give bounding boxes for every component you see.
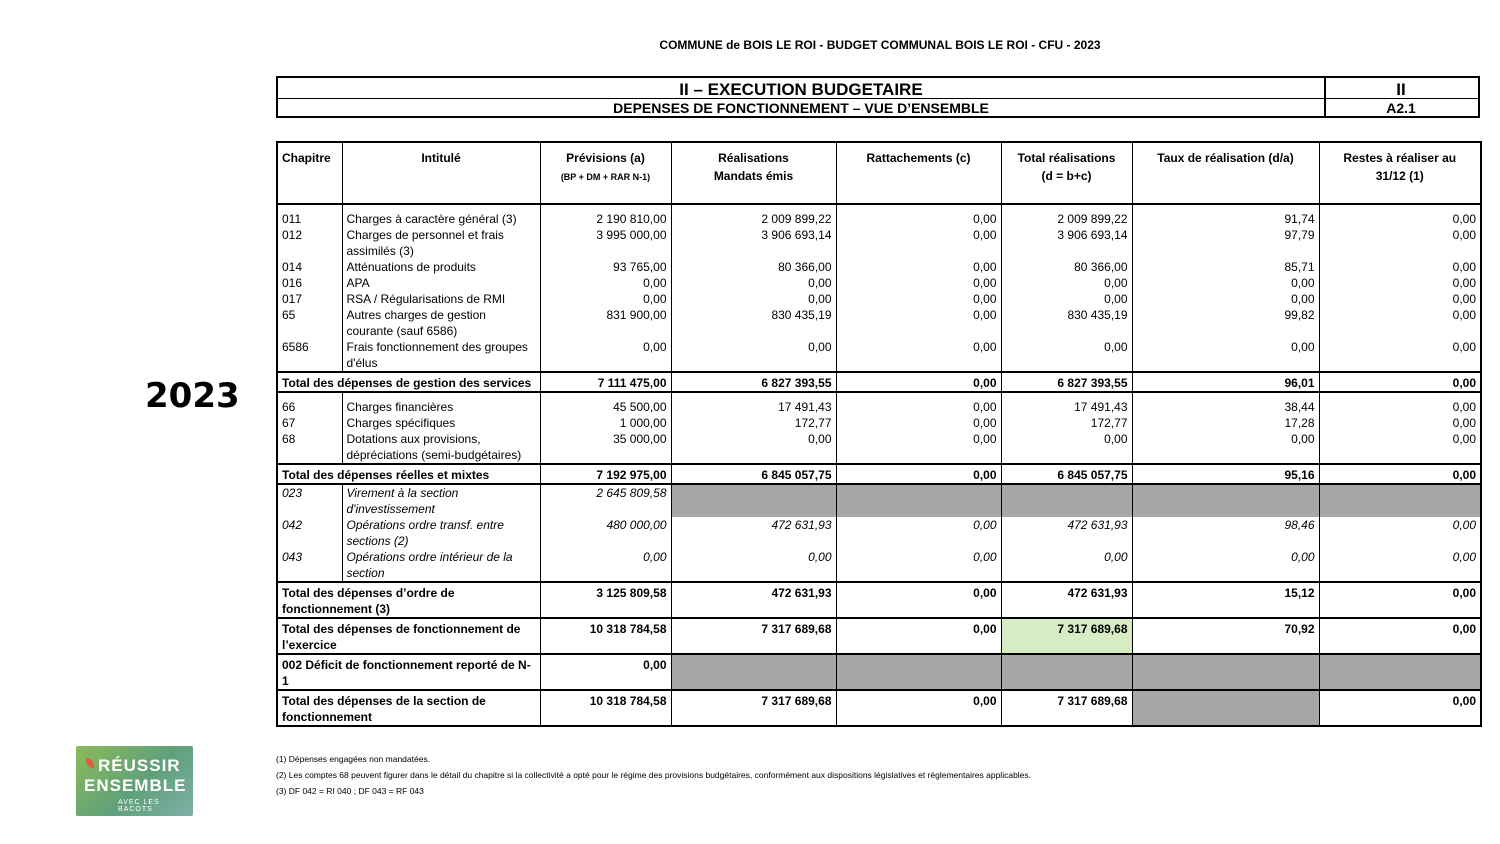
total-row [277, 464, 1481, 484]
label-cell: Charges de personnel et frais assimilés (3) [342, 227, 540, 259]
previsions-cell: 2 190 810,00 [540, 204, 671, 227]
restes-cell: 0,00 [1319, 392, 1481, 415]
chapter-cell: 65 [277, 307, 342, 339]
restes-cell: 0,00 [1319, 204, 1481, 227]
chapter-cell: 043 [277, 549, 342, 582]
year-label: 2023 [145, 376, 240, 416]
restes-cell: 0,00 [1319, 690, 1481, 726]
rattachements-cell: 0,00 [836, 517, 1001, 549]
table-row [277, 259, 1481, 275]
col-total: Total réalisations (d = b+c) [1001, 142, 1132, 204]
rattachements-cell: 0,00 [836, 204, 1001, 227]
col-previsions: Prévisions (a) (BP + DM + RAR N-1) [540, 142, 671, 204]
restes-cell: 0,00 [1319, 372, 1481, 392]
taux-cell: 96,01 [1132, 372, 1319, 392]
chapter-cell: 017 [277, 291, 342, 307]
rattachements-cell: 0,00 [836, 415, 1001, 431]
rattachements-cell: 0,00 [836, 582, 1001, 618]
rattachements-cell: 0,00 [836, 549, 1001, 582]
ratt-cell [836, 654, 1001, 690]
restes-cell: 0,00 [1319, 291, 1481, 307]
previsions-cell: 10 318 784,58 [540, 618, 671, 654]
restes-cell: 0,00 [1319, 339, 1481, 372]
total-cell: 172,77 [1001, 415, 1132, 431]
row-label: Total des dépenses de gestion des services [277, 372, 540, 392]
row-label: 002 Déficit de fonctionnement reporté de N-1 [277, 654, 540, 690]
taux-cell: 17,28 [1132, 415, 1319, 431]
leaf-icon [86, 758, 94, 768]
total-cell: 7 317 689,68 [1001, 618, 1132, 654]
restes-cell: 0,00 [1319, 431, 1481, 464]
rattachements-cell: 0,00 [836, 227, 1001, 259]
previsions-cell: 93 765,00 [540, 259, 671, 275]
restes-cell: 0,00 [1319, 227, 1481, 259]
taux-cell: 0,00 [1132, 275, 1319, 291]
total-cell: 0,00 [1001, 431, 1132, 464]
label-cell: Frais fonctionnement des groupes d'élus [342, 339, 540, 372]
row-label: Total des dépenses d’ordre de fonctionnement (3) [277, 582, 540, 618]
label-cell: Atténuations de produits [342, 259, 540, 275]
label-cell: APA [342, 275, 540, 291]
restes-cell: 0,00 [1319, 517, 1481, 549]
tot-cell [1001, 484, 1132, 517]
taux-cell: 97,79 [1132, 227, 1319, 259]
col-chapitre: Chapitre [277, 142, 342, 204]
table-row [277, 549, 1481, 582]
realisations-cell: 6 845 057,75 [671, 464, 836, 484]
previsions-cell: 7 111 475,00 [540, 372, 671, 392]
taux-cell [1132, 690, 1319, 726]
rattachements-cell: 0,00 [836, 618, 1001, 654]
restes-cell: 0,00 [1319, 582, 1481, 618]
label-cell: Charges spécifiques [342, 415, 540, 431]
rattachements-cell: 0,00 [836, 291, 1001, 307]
real-cell [671, 484, 836, 517]
table-row [277, 275, 1481, 291]
chapter-cell: 016 [277, 275, 342, 291]
restes-cell: 0,00 [1319, 618, 1481, 654]
label-cell: Virement à la section d'investissement [342, 484, 540, 517]
expenses-table [276, 141, 1482, 727]
taux-cell: 15,12 [1132, 582, 1319, 618]
label-cell: RSA / Régularisations de RMI [342, 291, 540, 307]
total-cell: 0,00 [1001, 275, 1132, 291]
row-label: Total des dépenses de fonctionnement de l’exercice [277, 618, 540, 654]
table-row [277, 415, 1481, 431]
section-code: II [1324, 78, 1478, 99]
chapter-cell: 011 [277, 204, 342, 227]
restes-cell: 0,00 [1319, 549, 1481, 582]
total-cell: 0,00 [1001, 291, 1132, 307]
table-row [277, 204, 1481, 227]
restes-cell: 0,00 [1319, 275, 1481, 291]
chapter-cell: 68 [277, 431, 342, 464]
chapter-cell: 67 [277, 415, 342, 431]
taux-cell: 70,92 [1132, 618, 1319, 654]
restes-cell: 0,00 [1319, 259, 1481, 275]
previsions-cell: 1 000,00 [540, 415, 671, 431]
title-box [276, 76, 1480, 118]
rattachements-cell: 0,00 [836, 275, 1001, 291]
total-cell: 472 631,93 [1001, 517, 1132, 549]
rattachements-cell: 0,00 [836, 392, 1001, 415]
total-row [277, 654, 1481, 690]
section-subtitle: DEPENSES DE FONCTIONNEMENT – VUE D’ENSEMBLE [613, 100, 989, 116]
label-cell: Charges financières [342, 392, 540, 415]
total-cell: 830 435,19 [1001, 307, 1132, 339]
total-row [277, 582, 1481, 618]
realisations-cell: 17 491,43 [671, 392, 836, 415]
table-row [277, 431, 1481, 464]
label-cell: Charges à caractère général (3) [342, 204, 540, 227]
previsions-cell: 480 000,00 [540, 517, 671, 549]
tot-cell [1001, 654, 1132, 690]
chapter-cell: 023 [277, 484, 342, 517]
table-row [277, 227, 1481, 259]
label-cell: Opérations ordre transf. entre sections (2) [342, 517, 540, 549]
col-restes: Restes à réaliser au 31/12 (1) [1319, 142, 1481, 204]
total-cell: 7 317 689,68 [1001, 690, 1132, 726]
previsions-cell: 0,00 [540, 275, 671, 291]
document-header: COMMUNE de BOIS LE ROI - BUDGET COMMUNAL BOIS LE ROI - CFU - 2023 [659, 38, 1101, 52]
taux-cell: 91,74 [1132, 204, 1319, 227]
total-row [277, 372, 1481, 392]
previsions-cell: 0,00 [540, 654, 671, 690]
total-cell: 472 631,93 [1001, 582, 1132, 618]
realisations-cell: 0,00 [671, 549, 836, 582]
restes-cell: 0,00 [1319, 307, 1481, 339]
taux-cell [1132, 654, 1319, 690]
total-cell: 6 845 057,75 [1001, 464, 1132, 484]
restes-cell: 0,00 [1319, 464, 1481, 484]
taux-cell: 95,16 [1132, 464, 1319, 484]
previsions-cell: 2 645 809,58 [540, 484, 671, 517]
realisations-cell: 2 009 899,22 [671, 204, 836, 227]
taux-cell: 0,00 [1132, 431, 1319, 464]
realisations-cell: 7 317 689,68 [671, 618, 836, 654]
realisations-cell: 472 631,93 [671, 582, 836, 618]
col-realisations: Réalisations Mandats émis [671, 142, 836, 204]
ratt-cell [836, 484, 1001, 517]
previsions-cell: 0,00 [540, 339, 671, 372]
taux-cell: 0,00 [1132, 339, 1319, 372]
col-intitule: Intitulé [342, 142, 540, 204]
taux-cell: 85,71 [1132, 259, 1319, 275]
taux-cell: 99,82 [1132, 307, 1319, 339]
col-taux: Taux de réalisation (d/a) [1132, 142, 1319, 204]
chapter-cell: 66 [277, 392, 342, 415]
total-cell: 2 009 899,22 [1001, 204, 1132, 227]
restes-cell: 0,00 [1319, 415, 1481, 431]
table-header-row [277, 142, 1481, 204]
rest-cell [1319, 484, 1481, 517]
rattachements-cell: 0,00 [836, 690, 1001, 726]
taux-cell [1132, 484, 1319, 517]
total-cell: 80 366,00 [1001, 259, 1132, 275]
chapter-cell: 6586 [277, 339, 342, 372]
table-row [277, 392, 1481, 415]
table-row [277, 484, 1481, 517]
row-label: Total des dépenses de la section de fonctionnement [277, 690, 540, 726]
table-row [277, 339, 1481, 372]
realisations-cell: 830 435,19 [671, 307, 836, 339]
label-cell: Opérations ordre intérieur de la section [342, 549, 540, 582]
total-row [277, 690, 1481, 726]
taux-cell: 38,44 [1132, 392, 1319, 415]
realisations-cell: 6 827 393,55 [671, 372, 836, 392]
total-cell: 6 827 393,55 [1001, 372, 1132, 392]
chapter-cell: 014 [277, 259, 342, 275]
section-title: II – EXECUTION BUDGETAIRE [278, 78, 1324, 99]
table-row [277, 517, 1481, 549]
taux-cell: 98,46 [1132, 517, 1319, 549]
realisations-cell: 472 631,93 [671, 517, 836, 549]
total-cell: 0,00 [1001, 549, 1132, 582]
previsions-cell: 35 000,00 [540, 431, 671, 464]
previsions-cell: 0,00 [540, 549, 671, 582]
rattachements-cell: 0,00 [836, 431, 1001, 464]
real-cell [671, 654, 836, 690]
realisations-cell: 3 906 693,14 [671, 227, 836, 259]
realisations-cell: 7 317 689,68 [671, 690, 836, 726]
footnote-1: (1) Dépenses engagées non mandatées. [276, 754, 431, 764]
previsions-cell: 3 125 809,58 [540, 582, 671, 618]
previsions-cell: 10 318 784,58 [540, 690, 671, 726]
total-row [277, 618, 1481, 654]
rest-cell [1319, 654, 1481, 690]
table-row [277, 291, 1481, 307]
previsions-cell: 7 192 975,00 [540, 464, 671, 484]
previsions-cell: 45 500,00 [540, 392, 671, 415]
reussir-ensemble-logo: RÉUSSIR ENSEMBLE AVEC LES BACOTS [76, 746, 193, 816]
realisations-cell: 0,00 [671, 339, 836, 372]
taux-cell: 0,00 [1132, 291, 1319, 307]
chapter-cell: 042 [277, 517, 342, 549]
realisations-cell: 0,00 [671, 431, 836, 464]
previsions-cell: 831 900,00 [540, 307, 671, 339]
rattachements-cell: 0,00 [836, 464, 1001, 484]
footnote-3: (3) DF 042 = RI 040 ; DF 043 = RF 043 [276, 786, 424, 796]
total-cell: 0,00 [1001, 339, 1132, 372]
taux-cell: 0,00 [1132, 549, 1319, 582]
rattachements-cell: 0,00 [836, 339, 1001, 372]
annex-code: A2.1 [1386, 100, 1416, 116]
rattachements-cell: 0,00 [836, 372, 1001, 392]
table-row [277, 307, 1481, 339]
realisations-cell: 0,00 [671, 275, 836, 291]
previsions-cell: 3 995 000,00 [540, 227, 671, 259]
col-rattachements: Rattachements (c) [836, 142, 1001, 204]
realisations-cell: 80 366,00 [671, 259, 836, 275]
label-cell: Autres charges de gestion courante (sauf 6586) [342, 307, 540, 339]
rattachements-cell: 0,00 [836, 259, 1001, 275]
label-cell: Dotations aux provisions, dépréciations (semi-budgétaires) [342, 431, 540, 464]
rattachements-cell: 0,00 [836, 307, 1001, 339]
footnote-2: (2) Les comptes 68 peuvent figurer dans le détail du chapitre si la collectivité a opté pour le régime des provisions budgétaires, conformément aux dispositions législatives et réglementaires applicables. [276, 770, 1032, 780]
row-label: Total des dépenses réelles et mixtes [277, 464, 540, 484]
previsions-cell: 0,00 [540, 291, 671, 307]
realisations-cell: 0,00 [671, 291, 836, 307]
total-cell: 17 491,43 [1001, 392, 1132, 415]
total-cell: 3 906 693,14 [1001, 227, 1132, 259]
chapter-cell: 012 [277, 227, 342, 259]
realisations-cell: 172,77 [671, 415, 836, 431]
